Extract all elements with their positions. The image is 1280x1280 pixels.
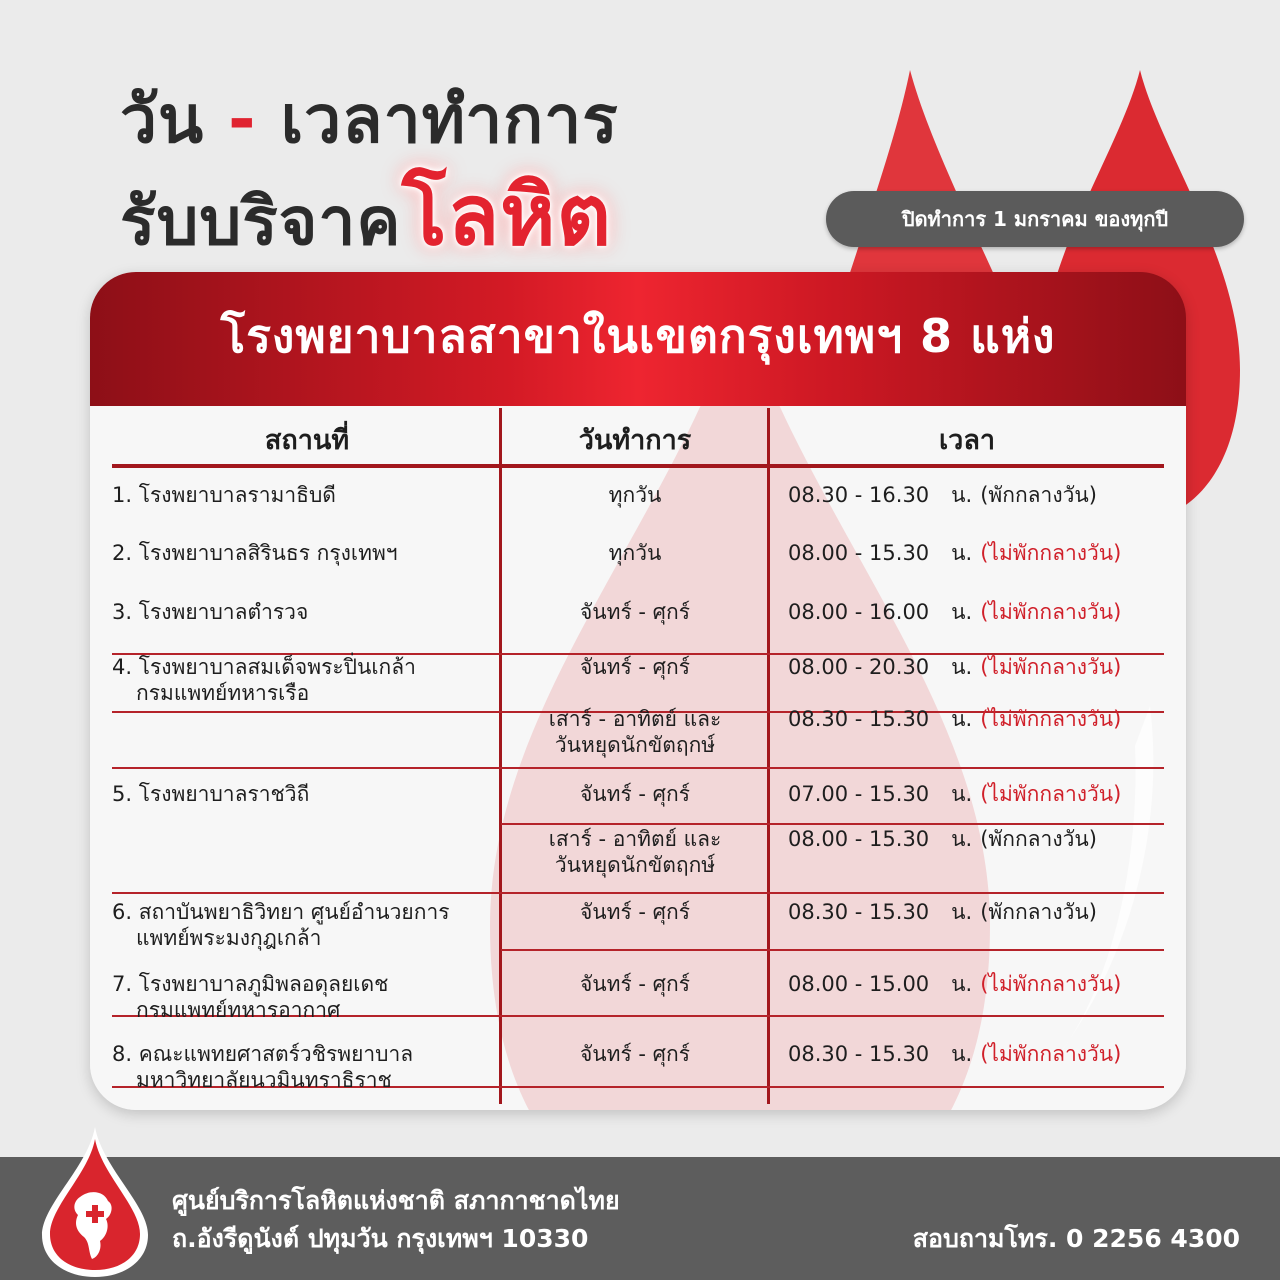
column-header-day: วันทำการ <box>578 425 692 456</box>
footer-organization-name: ศูนย์บริการโลหิตแห่งชาติ สภากาชาดไทย <box>172 1186 620 1215</box>
working-days-cell <box>504 899 766 925</box>
hours-unit: น. <box>951 600 973 624</box>
lunch-break-note: (ไม่พักกลางวัน) <box>980 541 1122 565</box>
lunch-break-note: (พักกลางวัน) <box>980 827 1097 851</box>
place-name-line: กรมแพทย์ทหารเรือ <box>136 681 310 705</box>
place-name-line: กรมแพทย์ทหารอากาศ <box>136 998 341 1022</box>
place-cell <box>112 1041 502 1093</box>
hours-unit: น. <box>951 483 973 507</box>
hours-range: 08.30 - 15.30 <box>788 1042 930 1066</box>
hours-range: 08.30 - 15.30 <box>788 900 930 924</box>
title-word-blood: โลหิต <box>401 166 613 264</box>
working-days-cell <box>504 1041 766 1067</box>
title-word-hours: เวลาทำการ <box>280 81 619 158</box>
place-name-line: แพทย์พระมงกุฎเกล้า <box>136 926 322 950</box>
place-cell <box>112 781 502 807</box>
place-cell <box>112 899 502 951</box>
place-name-line: 4. โรงพยาบาลสมเด็จพระปิ่นเกล้า <box>112 655 416 679</box>
hours-unit: น. <box>951 972 973 996</box>
footer-phone: สอบถามโทร. 0 2256 4300 <box>912 1224 1240 1253</box>
hours-cell <box>788 540 1168 566</box>
place-name-line: 6. สถาบันพยาธิวิทยา ศูนย์อำนวยการ <box>112 900 450 924</box>
hours-cell <box>788 654 1168 680</box>
place-name-line: 7. โรงพยาบาลภูมิพลอดุลยเดช <box>112 972 389 996</box>
lunch-break-note: (ไม่พักกลางวัน) <box>980 782 1122 806</box>
hours-cell <box>788 706 1168 732</box>
hours-range: 08.30 - 15.30 <box>788 707 930 731</box>
page-title-line-1 <box>120 78 619 162</box>
hours-cell <box>788 971 1168 997</box>
place-name-line: 1. โรงพยาบาลรามาธิบดี <box>112 483 336 507</box>
hours-range: 08.30 - 16.30 <box>788 483 930 507</box>
lunch-break-note: (พักกลางวัน) <box>980 483 1097 507</box>
working-days-cell <box>504 706 766 758</box>
working-days-line: จันทร์ - ศุกร์ <box>579 782 691 806</box>
working-days-line: จันทร์ - ศุกร์ <box>579 972 691 996</box>
title-dash: - <box>228 81 257 158</box>
footer <box>0 1157 1280 1280</box>
hours-range: 08.00 - 15.30 <box>788 541 930 565</box>
working-days-line: ทุกวัน <box>608 541 662 565</box>
lunch-break-note: (ไม่พักกลางวัน) <box>980 1042 1122 1066</box>
place-cell <box>112 599 502 625</box>
row-divider <box>501 823 1164 825</box>
working-days-cell <box>504 654 766 680</box>
place-cell <box>112 654 502 706</box>
hours-unit: น. <box>951 707 973 731</box>
hours-unit: น. <box>951 827 973 851</box>
working-days-cell <box>504 826 766 878</box>
schedule-table <box>90 406 1186 1110</box>
hours-cell <box>788 781 1168 807</box>
lunch-break-note: (ไม่พักกลางวัน) <box>980 707 1122 731</box>
lunch-break-note: (ไม่พักกลางวัน) <box>980 972 1122 996</box>
place-cell <box>112 482 502 508</box>
working-days-line: วันหยุดนักขัตฤกษ์ <box>554 853 716 877</box>
place-name-line: 8. คณะแพทยศาสตร์วชิรพยาบาล <box>112 1042 414 1066</box>
hours-range: 08.00 - 20.30 <box>788 655 930 679</box>
working-days-cell <box>504 971 766 997</box>
working-days-line: จันทร์ - ศุกร์ <box>579 600 691 624</box>
blood-drop-red-cross-logo-icon <box>40 1127 150 1277</box>
title-word-day: วัน <box>120 81 205 158</box>
closed-notice-badge: ปิดทำการ 1 มกราคม ของทุกปี <box>826 191 1244 247</box>
page-title-line-2 <box>120 166 613 267</box>
hours-range: 07.00 - 15.30 <box>788 782 930 806</box>
lunch-break-note: (ไม่พักกลางวัน) <box>980 655 1122 679</box>
hours-cell <box>788 482 1168 508</box>
hours-cell <box>788 826 1168 852</box>
working-days-line: จันทร์ - ศุกร์ <box>579 655 691 679</box>
working-days-cell <box>504 781 766 807</box>
hours-cell <box>788 899 1168 925</box>
place-cell <box>112 971 502 1023</box>
column-header-place: สถานที่ <box>264 425 350 456</box>
working-days-line: ทุกวัน <box>608 483 662 507</box>
header-divider <box>112 464 1164 468</box>
working-days-line: วันหยุดนักขัตฤกษ์ <box>554 733 716 757</box>
working-days-line: เสาร์ - อาทิตย์ และ <box>548 707 722 731</box>
working-days-line: จันทร์ - ศุกร์ <box>579 900 691 924</box>
lunch-break-note: (ไม่พักกลางวัน) <box>980 600 1122 624</box>
row-divider <box>501 949 1164 951</box>
place-name-line: 2. โรงพยาบาลสิรินธร กรุงเทพฯ <box>112 541 398 565</box>
working-days-cell <box>504 540 766 566</box>
hours-cell <box>788 599 1168 625</box>
footer-address: ถ.อังรีดูนังต์ ปทุมวัน กรุงเทพฯ 10330 <box>172 1224 589 1253</box>
working-days-line: จันทร์ - ศุกร์ <box>579 1042 691 1066</box>
working-days-cell <box>504 482 766 508</box>
place-name-line: 3. โรงพยาบาลตำรวจ <box>112 600 309 624</box>
hours-range: 08.00 - 15.00 <box>788 972 930 996</box>
title-word-donate: รับบริจาค <box>120 183 402 260</box>
column-divider <box>767 408 770 1104</box>
hours-cell <box>788 1041 1168 1067</box>
hours-unit: น. <box>951 900 973 924</box>
hours-unit: น. <box>951 655 973 679</box>
place-cell <box>112 540 502 566</box>
place-name-line: มหาวิทยาลัยนวมินทราธิราช <box>136 1068 392 1092</box>
working-days-line: เสาร์ - อาทิตย์ และ <box>548 827 722 851</box>
row-divider <box>112 892 1164 894</box>
hours-unit: น. <box>951 782 973 806</box>
row-divider <box>112 767 1164 769</box>
hours-range: 08.00 - 16.00 <box>788 600 930 624</box>
hours-unit: น. <box>951 541 973 565</box>
working-days-cell <box>504 599 766 625</box>
place-name-line: 5. โรงพยาบาลราชวิถี <box>112 782 310 806</box>
schedule-card-heading: โรงพยาบาลสาขาในเขตกรุงเทพฯ 8 แห่ง <box>90 272 1186 406</box>
hours-range: 08.00 - 15.30 <box>788 827 930 851</box>
hours-unit: น. <box>951 1042 973 1066</box>
schedule-card <box>90 272 1186 1110</box>
column-header-time: เวลา <box>938 425 996 456</box>
lunch-break-note: (พักกลางวัน) <box>980 900 1097 924</box>
